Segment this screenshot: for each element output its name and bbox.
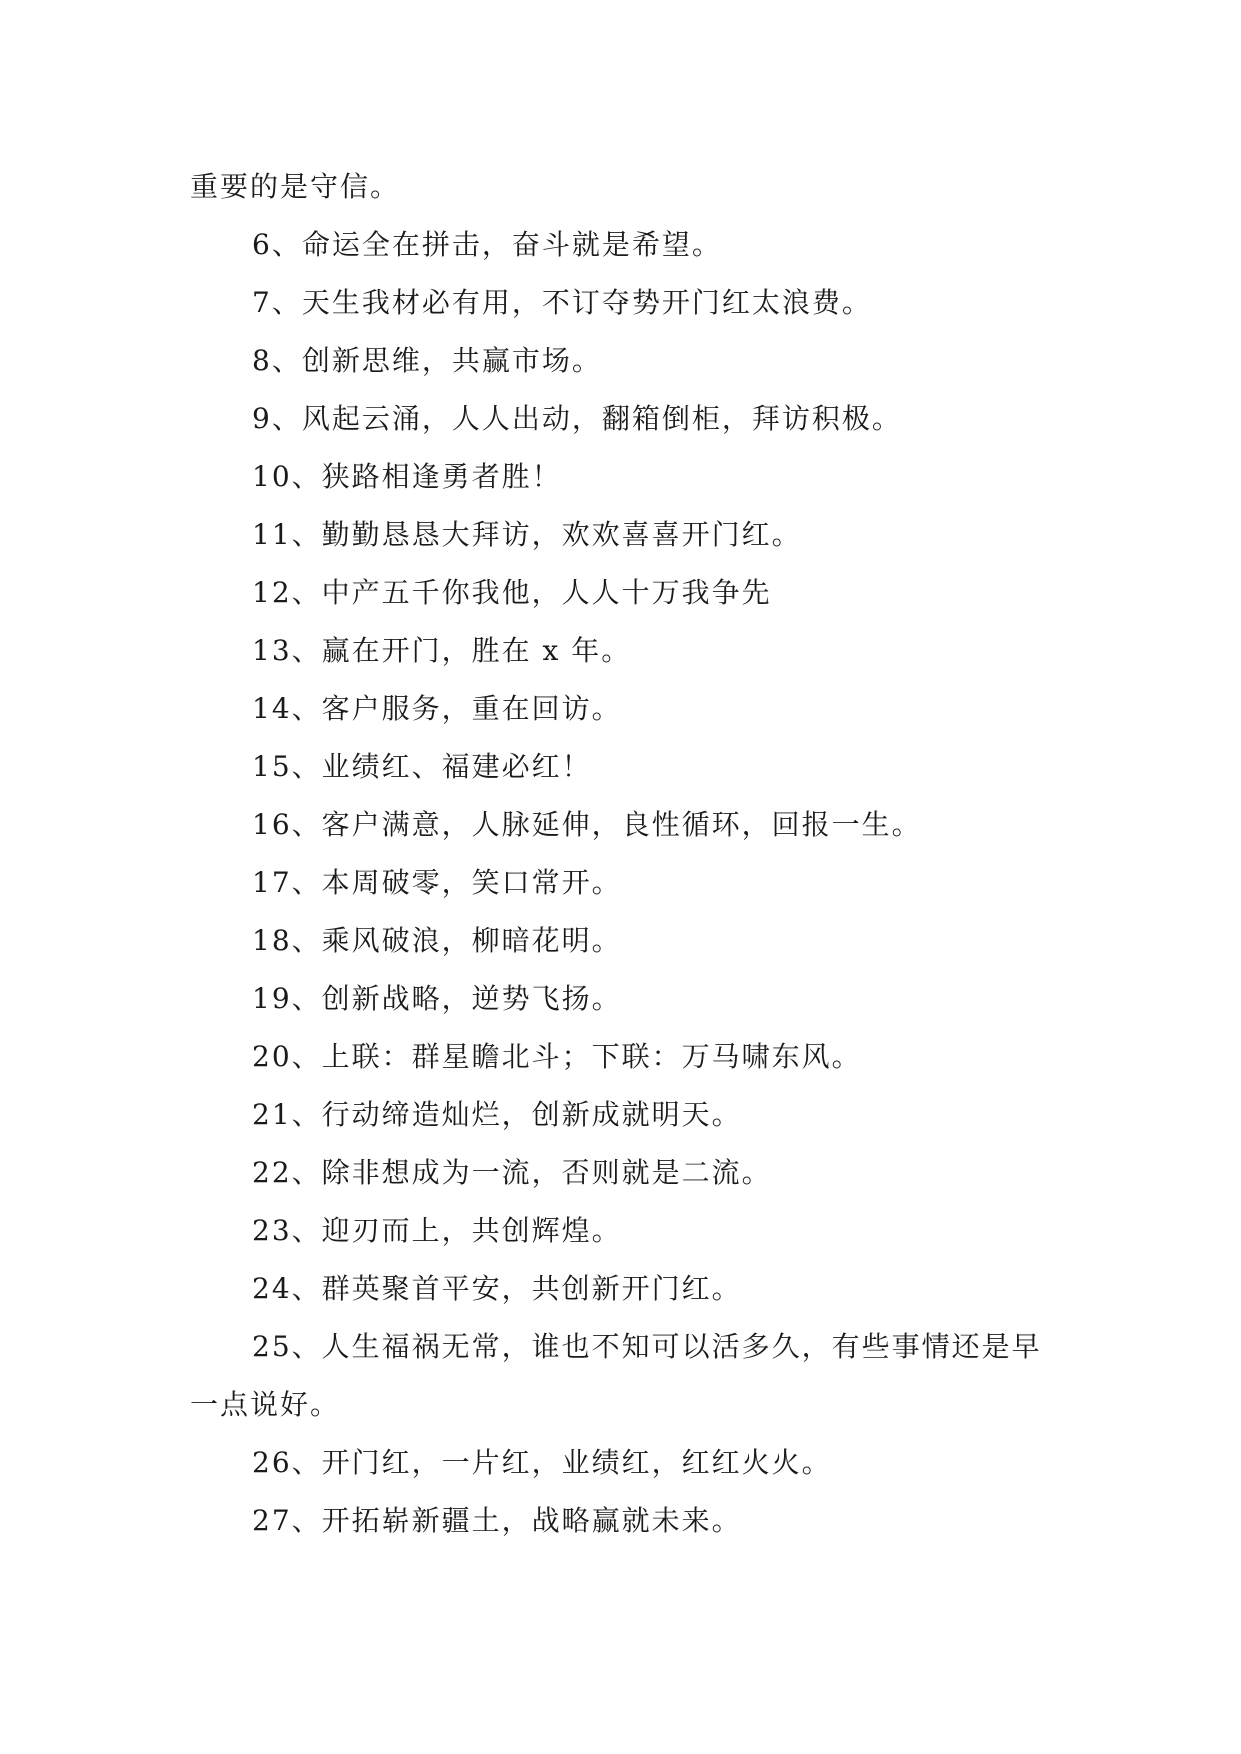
paragraph: 23、迎刃而上，共创辉煌。 <box>252 1214 622 1247</box>
paragraph: 20、上联：群星瞻北斗；下联：万马啸东风。 <box>252 1040 862 1073</box>
paragraph: 15、业绩红、福建必红！ <box>252 750 592 783</box>
paragraph: 18、乘风破浪，柳暗花明。 <box>252 924 622 957</box>
paragraph: 重要的是守信。 <box>190 170 401 203</box>
paragraph: 8、创新思维，共赢市场。 <box>252 344 602 377</box>
paragraph: 27、开拓崭新疆土，战略赢就未来。 <box>252 1504 742 1537</box>
paragraph: 12、中产五千你我他，人人十万我争先 <box>252 576 772 609</box>
paragraph: 26、开门红，一片红，业绩红，红红火火。 <box>252 1446 832 1479</box>
paragraph: 19、创新战略，逆势飞扬。 <box>252 982 622 1015</box>
paragraph: 7、天生我材必有用，不订夺势开门红太浪费。 <box>252 286 872 319</box>
paragraph: 10、狭路相逢勇者胜！ <box>252 460 562 493</box>
paragraph: 14、客户服务，重在回访。 <box>252 692 622 725</box>
paragraph: 13、赢在开门，胜在 x 年。 <box>252 634 632 667</box>
document-body <box>190 158 1056 1550</box>
paragraph: 11、勤勤恳恳大拜访，欢欢喜喜开门红。 <box>252 518 802 551</box>
paragraph: 24、群英聚首平安，共创新开门红。 <box>252 1272 742 1305</box>
paragraph: 6、命运全在拼击，奋斗就是希望。 <box>252 228 722 261</box>
paragraph: 21、行动缔造灿烂，创新成就明天。 <box>252 1098 742 1131</box>
paragraph: 22、除非想成为一流，否则就是二流。 <box>252 1156 772 1189</box>
paragraph: 16、客户满意，人脉延伸，良性循环，回报一生。 <box>252 808 922 841</box>
paragraph: 17、本周破零，笑口常开。 <box>252 866 622 899</box>
paragraph: 9、风起云涌，人人出动，翻箱倒柜，拜访积极。 <box>252 402 902 435</box>
paragraph: 25、人生福祸无常，谁也不知可以活多久，有些事情还是早一点说好。 <box>190 1330 1042 1421</box>
